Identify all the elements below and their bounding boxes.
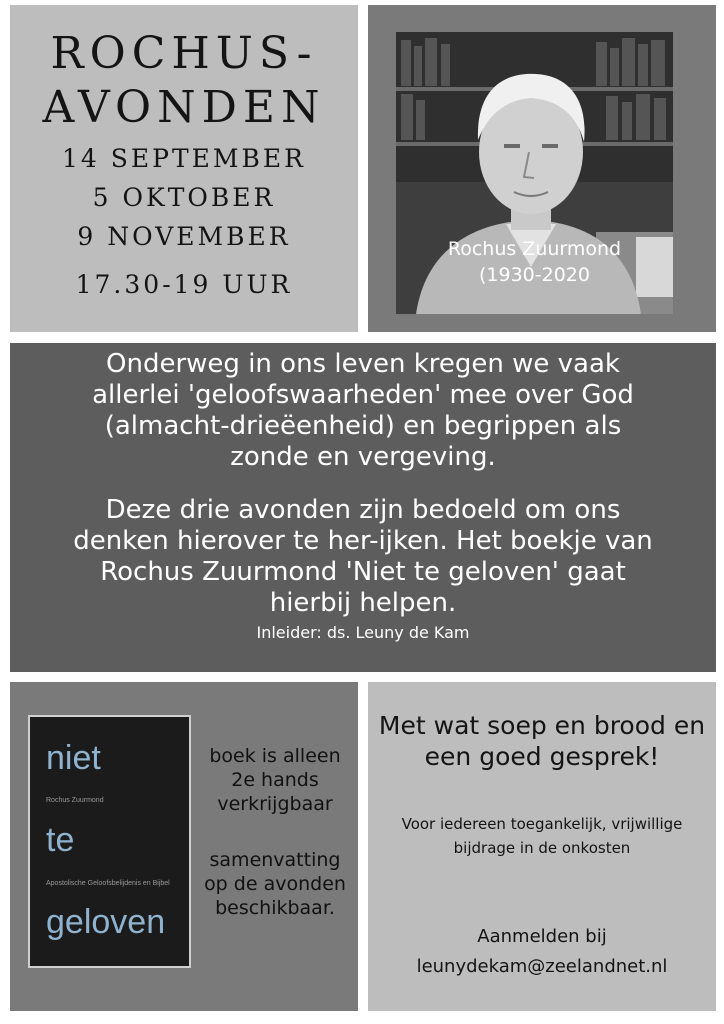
- book-cover: [28, 715, 191, 968]
- event-title-line2: AVONDEN: [42, 82, 326, 133]
- photo-panel: [368, 5, 716, 332]
- book-panel: [10, 682, 358, 1011]
- date-november: 9 NOVEMBER: [77, 222, 291, 251]
- soup-bread-headline: Met wat soep en brood en een goed gesprek!: [378, 711, 706, 771]
- portrait-photo: [396, 32, 673, 314]
- info-panel: [368, 682, 716, 1011]
- book-availability-note: boek is alleen 2e hands verkrijgbaar: [209, 745, 341, 815]
- intro-paragraph-1: Onderweg in ons leven kregen we vaak allerlei 'geloofswaarheden' mee over God (almacht-drieëenheid) en begrippen als zonde en vergeving.: [92, 349, 634, 472]
- event-title-line1: ROCHUS-: [50, 28, 318, 79]
- book-author: Rochus Zuurmond: [46, 797, 104, 804]
- book-title-word-2: te: [46, 821, 75, 859]
- intro-paragraph-2: Deze drie avonden zijn bedoeld om ons denken hierover te her-ijken. Het boekje van Rochus Zuurmond 'Niet te geloven' gaat hierbij helpen.: [73, 495, 653, 618]
- date-september: 14 SEPTEMBER: [62, 144, 306, 173]
- intro-panel: [10, 343, 716, 672]
- photo-caption-years: (1930-2020: [479, 264, 590, 286]
- photo-caption-name: Rochus Zuurmond: [447, 238, 622, 260]
- date-oktober: 5 OKTOBER: [92, 183, 276, 212]
- summary-note: samenvatting op de avonden beschikbaar.: [204, 849, 346, 919]
- signup-email[interactable]: leunydekam@zeelandnet.nl: [416, 956, 668, 977]
- speaker-credit: Inleider: ds. Leuny de Kam: [256, 623, 470, 642]
- book-title-word-1: niet: [46, 739, 101, 777]
- book-subtitle: Apostolische Geloofsbelijdenis en Bijbel: [46, 880, 170, 887]
- access-note: Voor iedereen toegankelijk, vrijwillige bijdrage in de onkosten: [401, 815, 683, 857]
- book-title-word-3: geloven: [46, 903, 166, 941]
- title-panel: [10, 5, 358, 332]
- event-time: 17.30-19 UUR: [75, 270, 293, 299]
- signup-label: Aanmelden bij: [477, 926, 607, 947]
